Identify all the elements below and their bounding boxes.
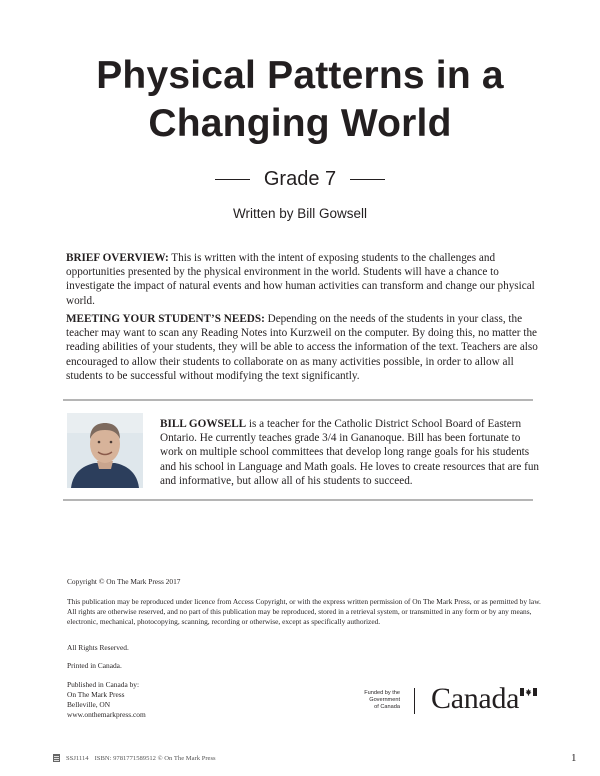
funding-separator xyxy=(414,688,415,714)
grade-label: Grade 7 xyxy=(263,168,337,190)
page-number: 1 xyxy=(571,752,577,764)
divider-bottom xyxy=(63,499,533,501)
author-photo xyxy=(67,413,143,488)
isbn: ISBN: 9781771589512 © On The Mark Press xyxy=(94,754,216,762)
title-line-2: Changing World xyxy=(148,102,452,145)
funding-statement xyxy=(352,690,400,711)
overview-text: This is written with the intent of exposing students to the challenges and opportunities presented by the physical environment in the world. Students will have a chance to investigate the impact of natural events and how human activities can transform and change our physical world. xyxy=(66,252,535,307)
published-by: Published in Canada by: xyxy=(67,680,140,689)
needs-label: MEETING YOUR STUDENT’S NEEDS: xyxy=(66,313,265,325)
book-icon xyxy=(53,754,60,762)
publisher-location: Belleville, ON xyxy=(67,700,111,709)
author-portrait-image xyxy=(67,413,143,488)
funding-line-1: Funded by the xyxy=(364,690,400,696)
funding-line-2: Government xyxy=(369,697,400,703)
right-rule xyxy=(350,179,385,180)
title-line-1: Physical Patterns in a xyxy=(96,54,504,97)
bio-name: BILL GOWSELL xyxy=(160,418,247,430)
page-footer xyxy=(53,754,216,762)
needs-text: Depending on the needs of the students in your class, the teacher may want to scan any Reading Notes into Kurzweil on the computer. By doing this, no matter the reading abilities of your students, they will be able to access the information of the text. Teachers are also encouraged to allow their students to collaborate on as many activities possible, in order to allow all students to be successful without modifying the text significantly. xyxy=(66,313,538,382)
author-bio xyxy=(160,417,540,488)
canada-wordmark: Canada xyxy=(431,682,520,715)
publisher-website: www.onthemarkpress.com xyxy=(67,710,146,719)
printed-notice: Printed in Canada. xyxy=(67,661,122,670)
brief-overview xyxy=(66,251,538,308)
bio-text: is a teacher for the Catholic District School Board of Eastern Ontario. He currently teaches grade 3/4 in Gananoque. Bill has been fortunate to work on multiple school committees that develop long range goals for his students and his school in Language and Math goals. He loves to create resources that are fun and informative, but allow all of his students to succeed. xyxy=(160,418,540,487)
publisher-name: On The Mark Press xyxy=(67,690,125,699)
licence-notice: This publication may be reproduced under licence from Access Copyright, or with the express written permission of On The Mark Press, or as permitted by law. All rights are otherwise reserved, and no part of this publication may be reproduced, stored in a retrieval system, or transmitted in any form or by any means, electronic, mechanical, photocopying, scanning, recording or otherwise, except as specifically authorized. xyxy=(67,597,541,626)
product-code: SSJ1114 xyxy=(66,754,89,762)
author-byline: Written by Bill Gowsell xyxy=(232,206,368,221)
canada-flag-icon xyxy=(520,688,537,696)
left-rule xyxy=(215,179,250,180)
student-needs xyxy=(66,312,538,383)
copyright-notice: Copyright © On The Mark Press 2017 xyxy=(67,577,181,586)
grade-heading xyxy=(0,168,600,191)
overview-label: BRIEF OVERVIEW: xyxy=(66,252,169,264)
funding-line-3: of Canada xyxy=(374,704,400,710)
divider-top xyxy=(63,399,533,401)
document-title xyxy=(0,52,600,148)
rights-notice: All Rights Reserved. xyxy=(67,643,129,652)
